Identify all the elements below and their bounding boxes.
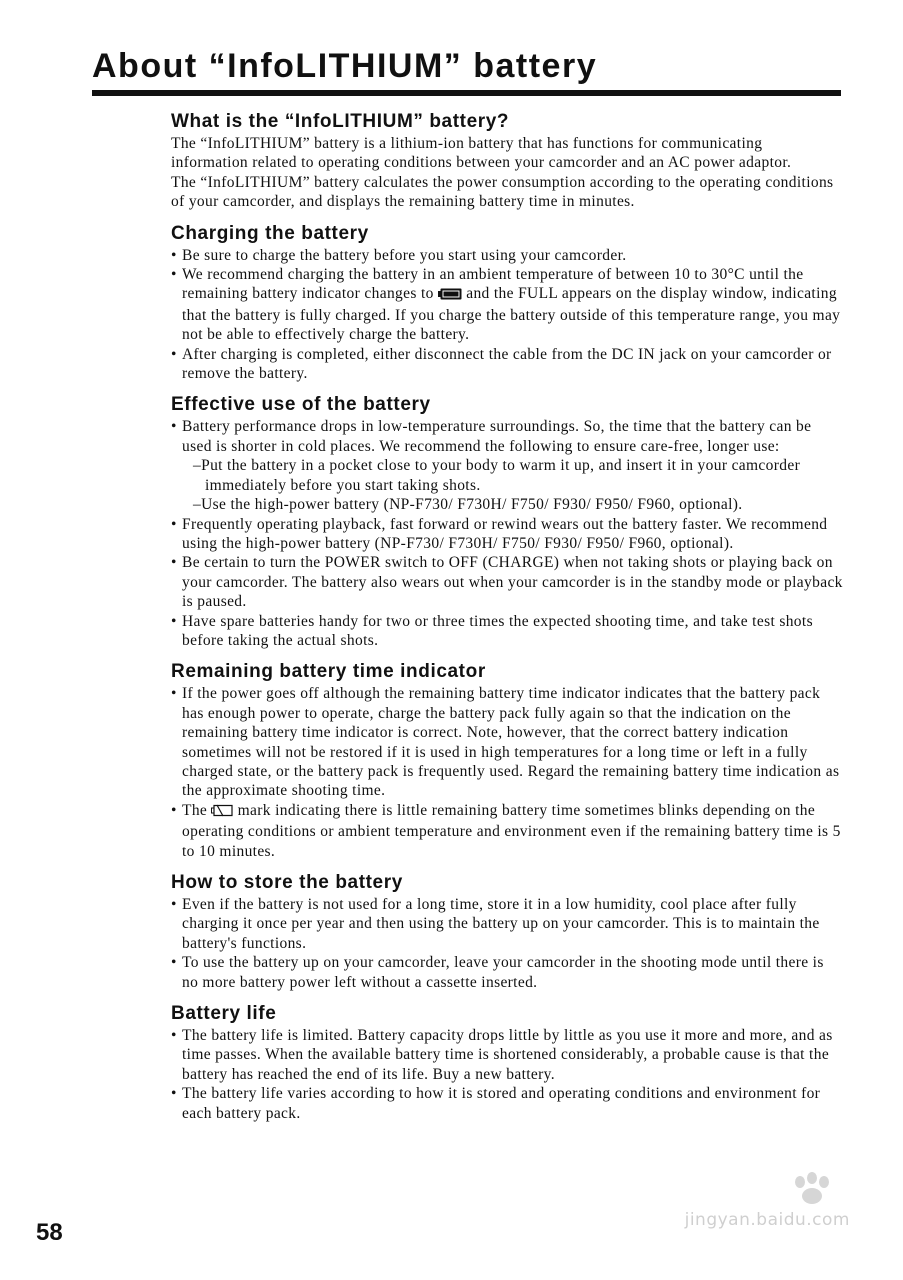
list-item: • The battery life varies according to how it is stored and operating conditions and environment for each battery pack. bbox=[171, 1084, 843, 1123]
battery-empty-icon bbox=[211, 803, 233, 822]
list-item: • After charging is completed, either disconnect the cable from the DC IN jack on your camcorder or remove the battery. bbox=[171, 345, 843, 384]
paragraph: The “InfoLITHIUM” battery calculates the power consumption according to the operating conditions of your camcorder, and displays the remaining battery time in minutes. bbox=[171, 173, 834, 211]
section-heading-what-is: What is the “InfoLITHIUM” battery? bbox=[171, 111, 510, 132]
watermark-text: jingyan.baidu.com bbox=[684, 1210, 850, 1230]
section-heading-effective-use: Effective use of the battery bbox=[171, 394, 431, 416]
battery-full-icon bbox=[438, 286, 462, 305]
remaining-indicator-list bbox=[171, 684, 843, 861]
list-item bbox=[171, 801, 843, 861]
section-heading-charging: Charging the battery bbox=[171, 222, 369, 244]
battery-life-list bbox=[171, 1026, 843, 1123]
charging-list bbox=[171, 246, 843, 384]
list-item-text: Battery performance drops in low-temperature surroundings. So, the time that the battery can be used is shorter in cold places. We recommend the following to ensure care-free, longer use: bbox=[182, 418, 812, 455]
section-heading-remaining-indicator: Remaining battery time indicator bbox=[171, 661, 486, 683]
sub-list-item: –Put the battery in a pocket close to your body to warm it up, and insert it in your camcorder immediately before you start taking shots. bbox=[193, 457, 801, 494]
document-body bbox=[171, 110, 843, 1123]
list-item: • Even if the battery is not used for a long time, store it in a low humidity, cool place after fully charging it once per year and then using the battery up on your camcorder. This is to maintain the battery's functions. bbox=[171, 895, 843, 953]
sub-list bbox=[182, 456, 843, 514]
watermark bbox=[650, 1168, 850, 1248]
list-item-text: The bbox=[182, 801, 208, 819]
list-item: • If the power goes off although the remaining battery time indicator indicates that the battery pack has enough power to operate, charge the battery pack fully again so that the indication on the remaining battery time indicator is correct. Note, however, that the correct battery indication sometimes will not be restored if it is used in high temperatures for a long time or left in a fully charged state, or the battery pack is frequently used. Regard the remaining battery time indication as the approximate shooting time. bbox=[171, 684, 843, 800]
list-item: • Frequently operating playback, fast forward or rewind wears out the battery faster. We recommend using the high-power battery (NP-F730/ F730H/ F750/ F930/ F950/ F960, optional). bbox=[171, 515, 843, 554]
list-item bbox=[171, 265, 843, 345]
list-item: • To use the battery up on your camcorder, leave your camcorder in the shooting mode until there is no more battery power left without a cassette inserted. bbox=[171, 953, 843, 992]
list-item: • Have spare batteries handy for two or three times the expected shooting time, and take test shots before taking the actual shots. bbox=[171, 612, 843, 651]
section-heading-storage: How to store the battery bbox=[171, 872, 403, 893]
paragraph: The “InfoLITHIUM” battery is a lithium-ion battery that has functions for communicating information related to operating conditions between your camcorder and an AC power adaptor. bbox=[171, 135, 792, 172]
storage-list bbox=[171, 895, 843, 992]
list-item-text: We recommend charging the battery in an ambient temperature of between 10 to 30°C until the remaining battery indicator changes to bbox=[182, 266, 804, 303]
list-item: • Be sure to charge the battery before you start using your camcorder. bbox=[171, 246, 843, 265]
list-item-text: mark indicating there is little remaining battery time sometimes blinks depending on the operating conditions or ambient temperature and environment even if the remaining battery time is 5 to 10 minutes. bbox=[182, 801, 841, 860]
title-divider bbox=[92, 90, 841, 96]
paw-logo-icon bbox=[650, 1168, 850, 1212]
page-title: About “InfoLITHIUM” battery bbox=[92, 47, 598, 85]
list-item bbox=[171, 417, 843, 514]
list-item: • Be certain to turn the POWER switch to OFF (CHARGE) when not taking shots or playing back on your camcorder. The battery also wears out when your camcorder is in the standby mode or playback is paused. bbox=[171, 553, 843, 611]
list-item-text: and the FULL appears on the display window, indicating that the battery is fully charged. If you charge the battery outside of this temperature range, you may not be able to effectively charge the battery. bbox=[182, 285, 841, 344]
section-heading-battery-life: Battery life bbox=[171, 1003, 277, 1025]
list-item: • The battery life is limited. Battery capacity drops little by little as you use it more and more, and as time passes. When the available battery time is shortened considerably, a probable cause is that the battery has reached the end of its life. Buy a new battery. bbox=[171, 1026, 843, 1084]
sub-list-item: –Use the high-power battery (NP-F730/ F730H/ F750/ F930/ F950/ F960, optional). bbox=[193, 496, 743, 514]
page-number: 58 bbox=[36, 1219, 63, 1246]
effective-use-list bbox=[171, 417, 843, 650]
